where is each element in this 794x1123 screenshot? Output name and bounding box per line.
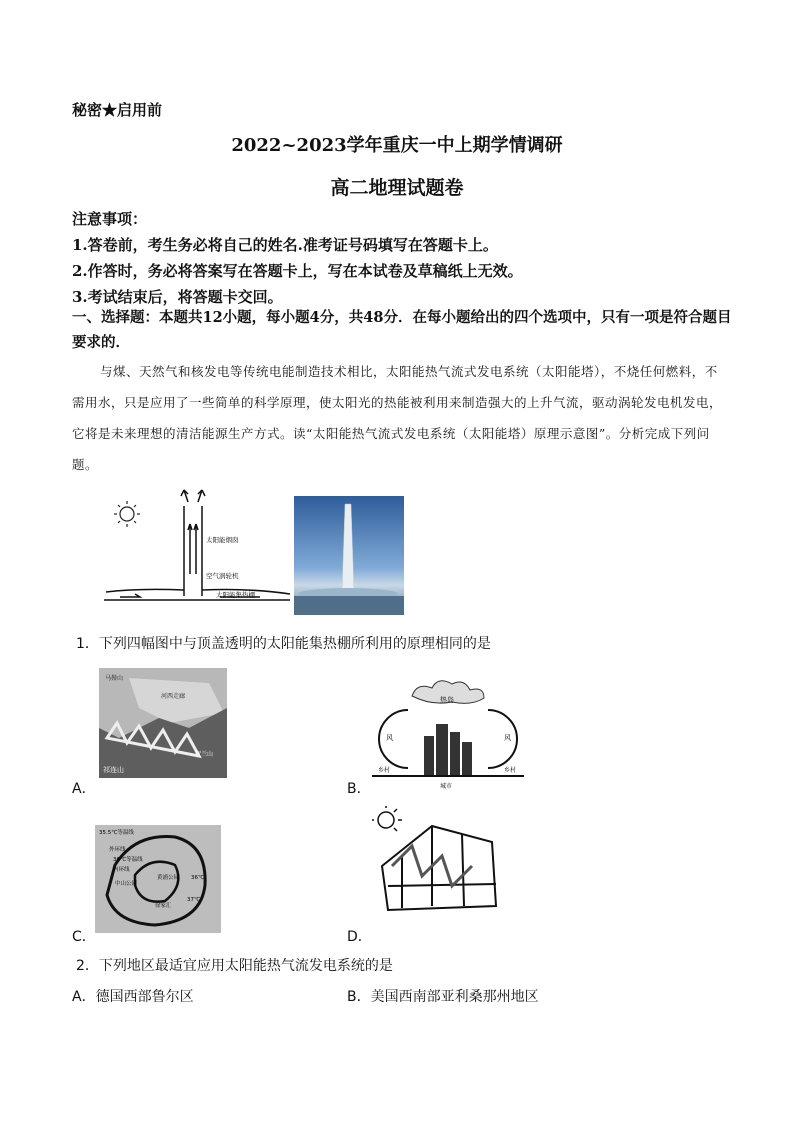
map-c-label: 徐家汇 bbox=[155, 903, 172, 909]
map-c-label: 黄浦公园 bbox=[157, 875, 180, 881]
solar-tower-photo bbox=[294, 496, 404, 615]
wind-label: 风 bbox=[504, 734, 511, 742]
village-label: 乡村 bbox=[504, 767, 517, 774]
heat-island-label: 热岛 bbox=[440, 696, 454, 704]
map-a-label: 马鬃山 bbox=[105, 675, 124, 682]
option-c-figure bbox=[95, 825, 221, 933]
reading-passage: 与煤、天然气和核发电等传统电能制造技术相比，太阳能热气流式发电系统（太阳能塔），不烧任何燃料，不需用水，只是应用了一些简单的科学原理，使太阳光的热能被利用来制造强大的上升气流，驱动涡轮发电机发电，它将是未来理想的清洁能源生产方式。读“太阳能热气流式发电系统（太阳能塔）原理示意图”。分析完成下列问题。 bbox=[72, 364, 723, 472]
question-2-stem: 2．下列地区最适宜应用太阳能热气流发电系统的是 bbox=[76, 958, 393, 974]
exam-subtitle: 高二地理试题卷 bbox=[330, 177, 464, 199]
wind-label: 风 bbox=[386, 734, 393, 742]
notes-item: 3.考试结束后，将答题卡交回。 bbox=[72, 288, 283, 306]
chimney-label: 太阳能烟囱 bbox=[206, 536, 239, 544]
tower-icon bbox=[294, 496, 404, 615]
option-d-figure bbox=[372, 806, 506, 920]
map-c-label: 35.5℃等温线 bbox=[99, 830, 134, 836]
option-c-label[interactable]: C． bbox=[72, 929, 96, 945]
map-c-label: 36℃ bbox=[191, 875, 205, 881]
map-c-label: 37℃ bbox=[187, 897, 201, 903]
map-a-label: 贺兰山 bbox=[195, 751, 214, 758]
map-c-label: 36℃等温线 bbox=[113, 857, 143, 863]
map-c-label: 内环线 bbox=[113, 867, 130, 873]
map-a-label: 河西走廊 bbox=[161, 693, 186, 700]
option-b-label[interactable]: B． bbox=[347, 781, 371, 797]
map-c-label: 中山公园 bbox=[115, 881, 138, 887]
option-a-label[interactable]: A． bbox=[72, 781, 96, 797]
notes-item: 2.作答时，务必将答案写在答题卡上，写在本试卷及草稿纸上无效。 bbox=[72, 262, 523, 280]
mountain-map-icon bbox=[99, 668, 227, 778]
exam-title: 2022~2023学年重庆一中上期学情调研 bbox=[231, 135, 563, 156]
village-label: 乡村 bbox=[378, 767, 391, 774]
sun-icon bbox=[372, 806, 402, 831]
question-1-stem: 1．下列四幅图中与顶盖透明的太阳能集热棚所利用的原理相同的是 bbox=[76, 636, 491, 652]
notes-block bbox=[72, 206, 523, 310]
option-d-label[interactable]: D． bbox=[347, 929, 372, 945]
section-heading: 一、选择题：本题共12小题，每小题4分，共48分．在每小题给出的四个选项中，只有一项是符合题目要求的． bbox=[72, 309, 732, 351]
confidential-mark: 秘密★启用前 bbox=[72, 101, 163, 119]
sun-icon bbox=[114, 501, 140, 527]
map-a-label: 祁连山 bbox=[103, 766, 124, 774]
city-label: 城市 bbox=[440, 783, 453, 790]
collector-label: 太阳能集热棚 bbox=[216, 591, 255, 599]
option-b-figure bbox=[372, 676, 524, 792]
notes-item: 1.答卷前，考生务必将自己的姓名.准考证号码填写在答题卡上。 bbox=[72, 236, 498, 254]
solar-tower-diagram bbox=[100, 484, 300, 616]
option-b-text[interactable]: B．美国西南部亚利桑那州地区 bbox=[347, 989, 539, 1005]
option-a-text[interactable]: A．德国西部鲁尔区 bbox=[72, 989, 194, 1005]
turbine-label: 空气涡轮机 bbox=[206, 572, 239, 580]
notes-heading: 注意事项： bbox=[72, 210, 148, 228]
map-c-label: 外环线 bbox=[109, 847, 126, 853]
option-a-figure bbox=[99, 668, 227, 778]
